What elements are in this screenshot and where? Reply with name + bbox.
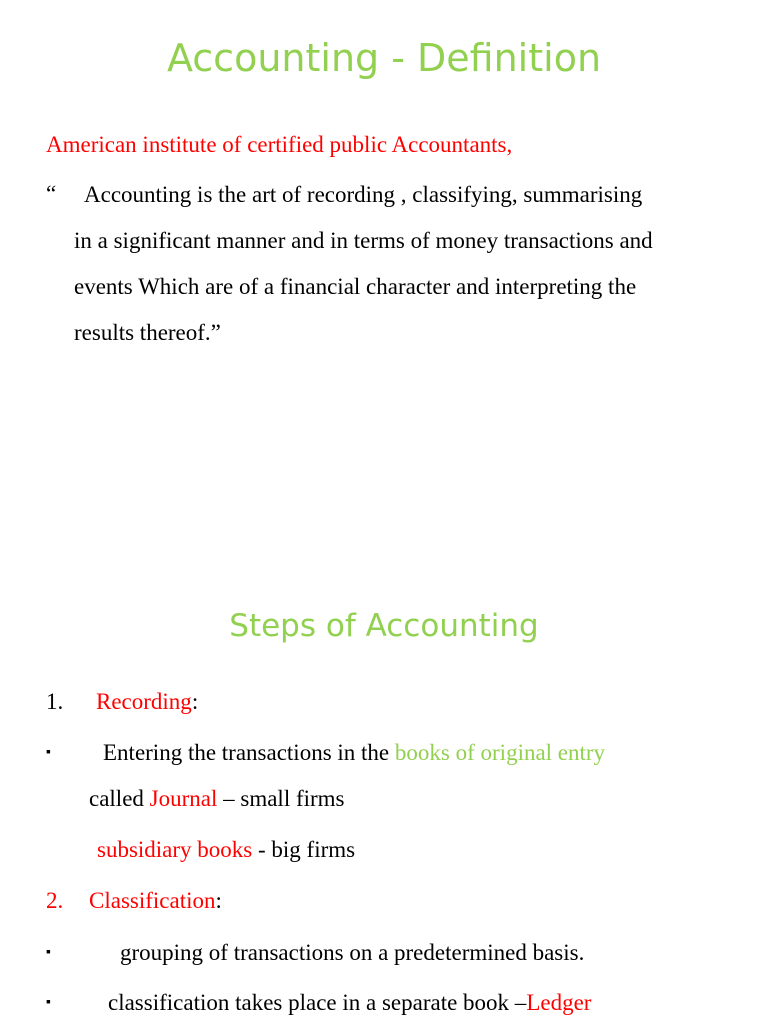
subsidiary-suffix: - big firms [252,837,356,862]
step-1-colon: : [191,689,199,714]
step-1-heading [96,689,198,715]
step-1-number: 1. [46,689,64,714]
quote-line-1: Accounting is the art of recording , classifying, summarising [84,182,643,207]
step-2-colon: : [215,888,222,913]
journal-term: Journal [149,786,218,811]
bullet-text: Entering the transactions in the [103,740,395,765]
step-2-bullet-2 [108,990,591,1016]
step-2-number: 2. [46,888,64,913]
step-2-label: Classification [89,888,216,913]
subsidiary-term: subsidiary books [97,837,253,862]
bullet-icon: ▪ [46,745,51,760]
slide-title: Accounting - Definition [166,36,602,80]
books-of-original-entry: books of original entry [394,740,606,765]
quote-line-4: results thereof.” [74,320,221,345]
open-quote-mark: “ [46,181,57,206]
bullet-icon: ▪ [46,945,51,960]
ledger-term: Ledger [526,990,592,1015]
step-2-bullet-1: grouping of transactions on a predetermined basis. [120,940,585,965]
step-2-heading [89,888,222,914]
steps-title: Steps of Accounting [229,608,539,644]
journal-suffix: – small firms [217,786,345,811]
quote-line-3: events Which are of a financial character and interpreting the [74,274,637,299]
bullet-text: classification takes place in a separate book – [108,990,527,1015]
quote-line-2: in a significant manner and in terms of money transactions and [74,228,653,253]
called-prefix: called [89,786,150,811]
bullet-icon: ▪ [46,995,51,1010]
subsidiary-line [97,837,355,863]
journal-line [89,786,345,812]
step-1-label: Recording [96,689,192,714]
step-1-bullet [103,740,605,766]
definition-source: American institute of certified public Accountants, [46,132,513,157]
